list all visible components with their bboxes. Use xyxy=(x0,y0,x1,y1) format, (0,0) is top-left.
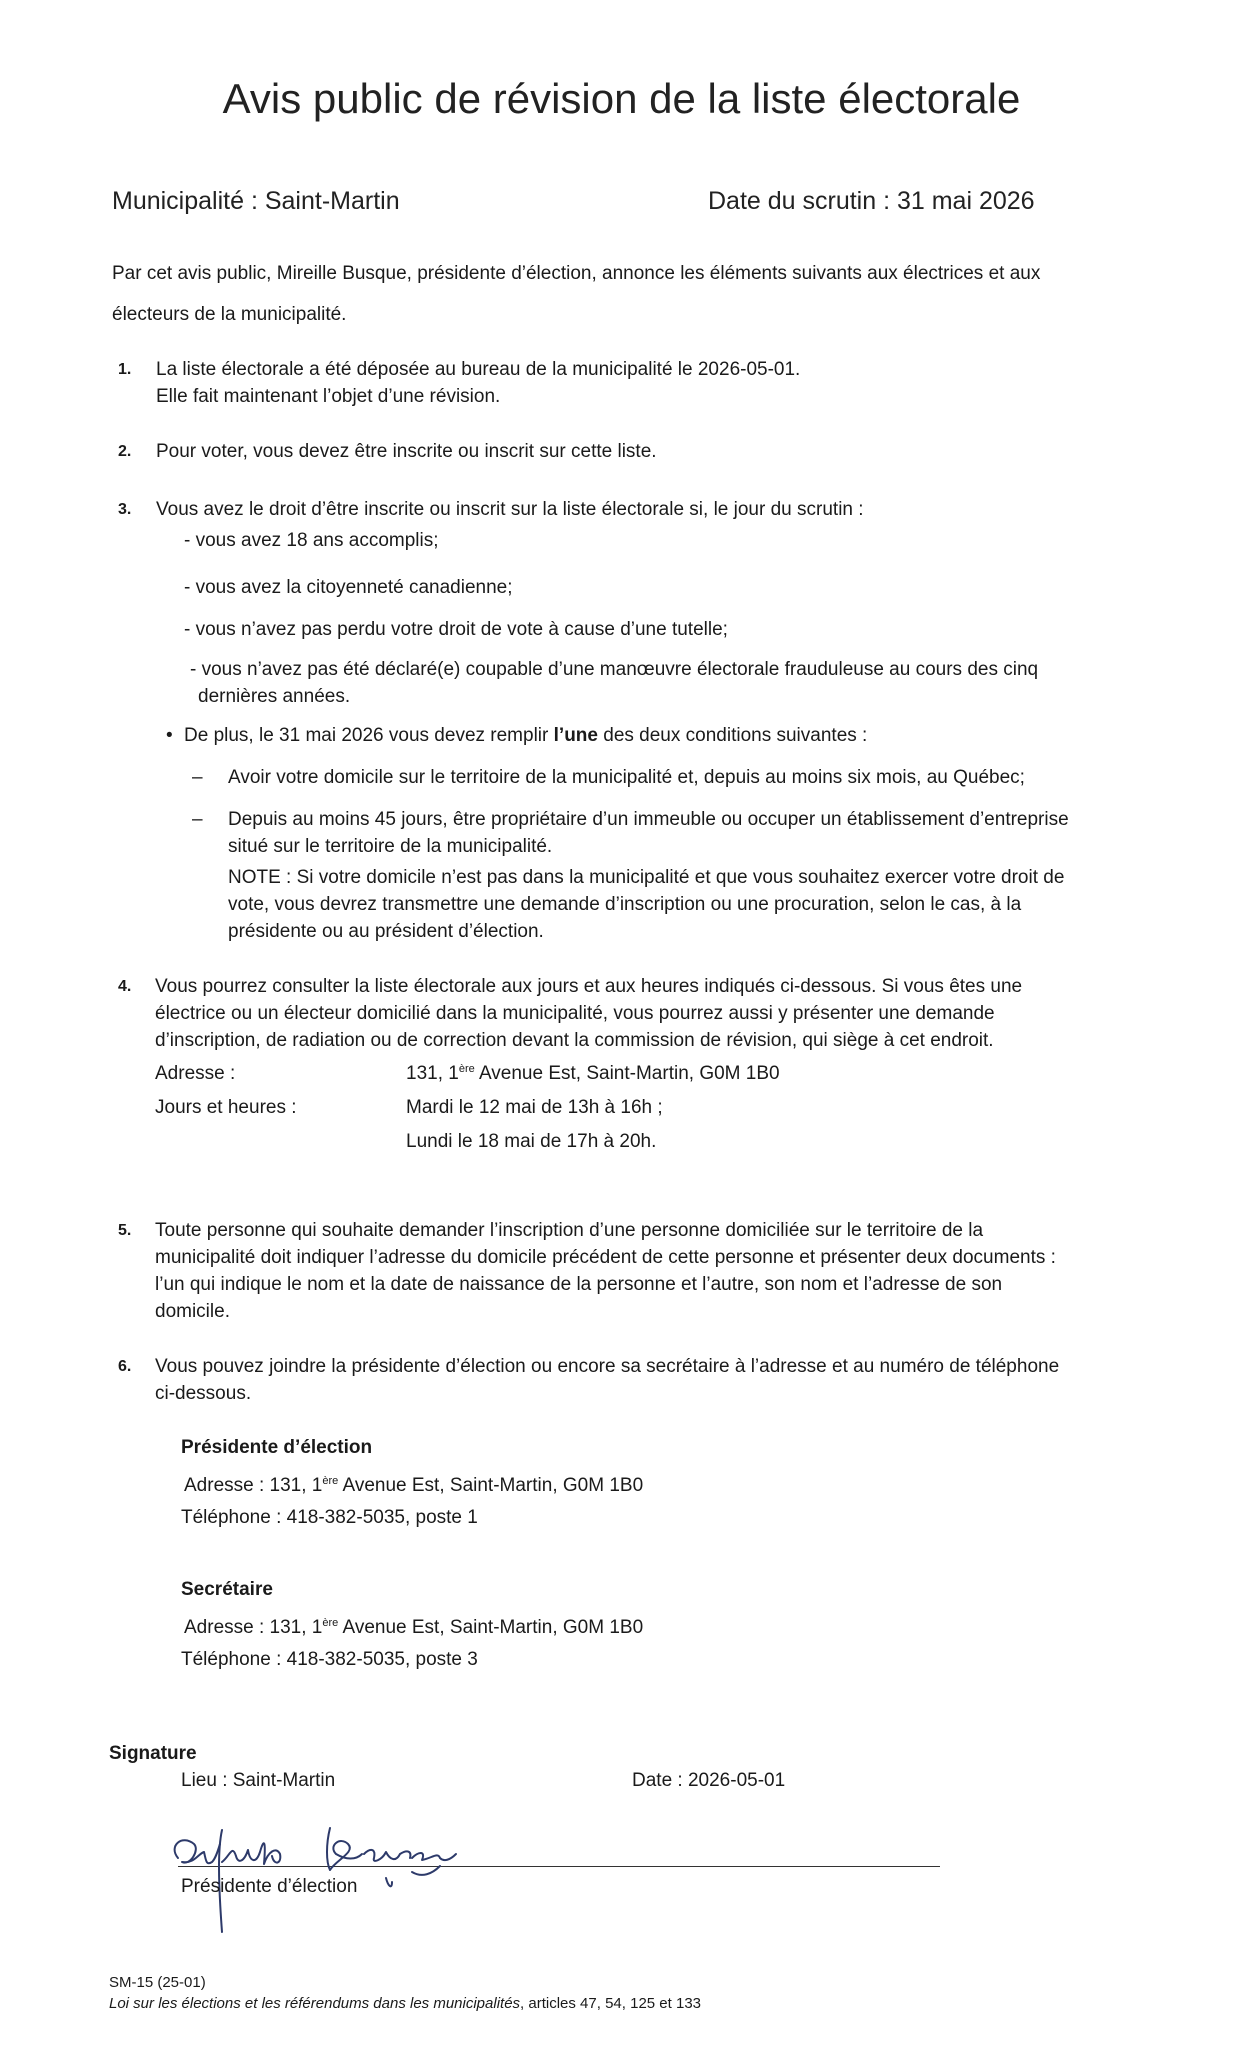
president-heading: Présidente d’élection xyxy=(181,1437,373,1458)
law-title: Loi sur les élections et les référendums dans les municipalités xyxy=(109,1995,521,2012)
law-articles: , articles 47, 54, 125 et 133 xyxy=(520,1995,701,2012)
owner-condition-line-2: situé sur le territoire de la municipalité. xyxy=(228,836,553,857)
municipality-label: Municipalité : Saint-Martin xyxy=(112,187,400,215)
condition-fraud-line-2: dernières années. xyxy=(198,686,351,707)
item-5-line-2: municipalité doit indiquer l’adresse du domicile précédent de cette personne et présenter deux documents : xyxy=(155,1247,1056,1268)
dash-icon: – xyxy=(192,809,203,830)
emphasis-one: l’une xyxy=(553,725,598,746)
intro-line-2: électeurs de la municipalité. xyxy=(112,304,347,325)
secretary-address: Adresse : 131, 1ère Avenue Est, Saint-Martin, G0M 1B0 xyxy=(184,1617,644,1638)
note-line-2: vote, vous devrez transmettre une demande d’inscription ou une procuration, selon le cas, à la xyxy=(228,894,1022,915)
intro-line-1: Par cet avis public, Mireille Busque, présidente d’élection, annonce les éléments suivants aux électrices et aux xyxy=(112,263,1041,284)
item-4-line-3: d’inscription, de radiation ou de correction devant la commission de révision, qui siège à cet endroit. xyxy=(155,1030,994,1051)
signature-date: Date : 2026-05-01 xyxy=(632,1770,786,1791)
dash-icon: – xyxy=(192,767,203,788)
hours-value-1: Mardi le 12 mai de 13h à 16h ; xyxy=(406,1097,663,1118)
item-number-4: 4. xyxy=(118,978,132,995)
president-address: Adresse : 131, 1ère Avenue Est, Saint-Martin, G0M 1B0 xyxy=(184,1475,644,1496)
secretary-phone: Téléphone : 418-382-5035, poste 3 xyxy=(181,1649,478,1670)
address-value: 131, 1ère Avenue Est, Saint-Martin, G0M 1B0 xyxy=(406,1063,780,1084)
item-number-1: 1. xyxy=(118,361,132,378)
president-phone: Téléphone : 418-382-5035, poste 1 xyxy=(181,1507,478,1528)
form-code: SM-15 (25-01) xyxy=(109,1974,206,1991)
owner-condition-line-1: Depuis au moins 45 jours, être propriétaire d’un immeuble ou occuper un établissement d’entreprise xyxy=(228,809,1069,830)
item-4-line-2: électrice ou un électeur domicilié dans la municipalité, vous pourrez aussi y présenter une demande xyxy=(155,1003,995,1024)
item-1-line-2: Elle fait maintenant l’objet d’une révision. xyxy=(156,386,501,407)
condition-fraud-line-1: - vous n’avez pas été déclaré(e) coupable d’une manœuvre électorale frauduleuse au cours des cinq xyxy=(190,659,1039,680)
item-2-text: Pour voter, vous devez être inscrite ou inscrit sur cette liste. xyxy=(156,441,657,462)
condition-age: - vous avez 18 ans accomplis; xyxy=(184,530,439,551)
item-number-5: 5. xyxy=(118,1222,132,1239)
election-date-label: Date du scrutin : 31 mai 2026 xyxy=(708,187,1035,215)
additional-conditions-intro: De plus, le 31 mai 2026 vous devez remplir l’une des deux conditions suivantes : xyxy=(184,725,868,746)
signature-place: Lieu : Saint-Martin xyxy=(181,1770,336,1791)
item-6-line-1: Vous pouvez joindre la présidente d’élection ou encore sa secrétaire à l’adresse et au numéro de téléphone xyxy=(155,1356,1060,1377)
secretary-heading: Secrétaire xyxy=(181,1579,273,1600)
note-line-1: NOTE : Si votre domicile n’est pas dans la municipalité et que vous souhaitez exercer votre droit de xyxy=(228,867,1065,888)
item-1-line-1: La liste électorale a été déposée au bureau de la municipalité le 2026-05-01. xyxy=(156,359,801,380)
hours-label: Jours et heures : xyxy=(155,1097,297,1118)
handwritten-signature xyxy=(160,1800,480,1940)
item-number-3: 3. xyxy=(118,501,132,518)
signature-heading: Signature xyxy=(109,1743,197,1764)
note-line-3: présidente ou au président d’élection. xyxy=(228,921,544,942)
item-number-6: 6. xyxy=(118,1358,132,1375)
condition-citizenship: - vous avez la citoyenneté canadienne; xyxy=(184,577,513,598)
bullet-icon: • xyxy=(166,725,173,746)
item-5-line-4: domicile. xyxy=(155,1301,230,1322)
signature-role: Présidente d’élection xyxy=(181,1876,358,1897)
law-reference xyxy=(109,1994,701,2014)
domicile-condition: Avoir votre domicile sur le territoire de la municipalité et, depuis au moins six mois, au Québec; xyxy=(228,767,1025,788)
page-title: Avis public de révision de la liste électorale xyxy=(222,75,1021,122)
item-5-line-3: l’un qui indique le nom et la date de naissance de la personne et l’autre, son nom et l’adresse de son xyxy=(155,1274,1003,1295)
address-label: Adresse : xyxy=(155,1063,236,1084)
item-3-text: Vous avez le droit d’être inscrite ou inscrit sur la liste électorale si, le jour du scrutin : xyxy=(156,499,864,520)
item-4-line-1: Vous pourrez consulter la liste électorale aux jours et aux heures indiqués ci-dessous. Si vous êtes une xyxy=(155,976,1023,997)
item-6-line-2: ci-dessous. xyxy=(155,1383,252,1404)
hours-value-2: Lundi le 18 mai de 17h à 20h. xyxy=(406,1131,657,1152)
condition-guardianship: - vous n’avez pas perdu votre droit de vote à cause d’une tutelle; xyxy=(184,619,728,640)
item-5-line-1: Toute personne qui souhaite demander l’inscription d’une personne domiciliée sur le territoire de la xyxy=(155,1220,984,1241)
item-number-2: 2. xyxy=(118,443,132,460)
